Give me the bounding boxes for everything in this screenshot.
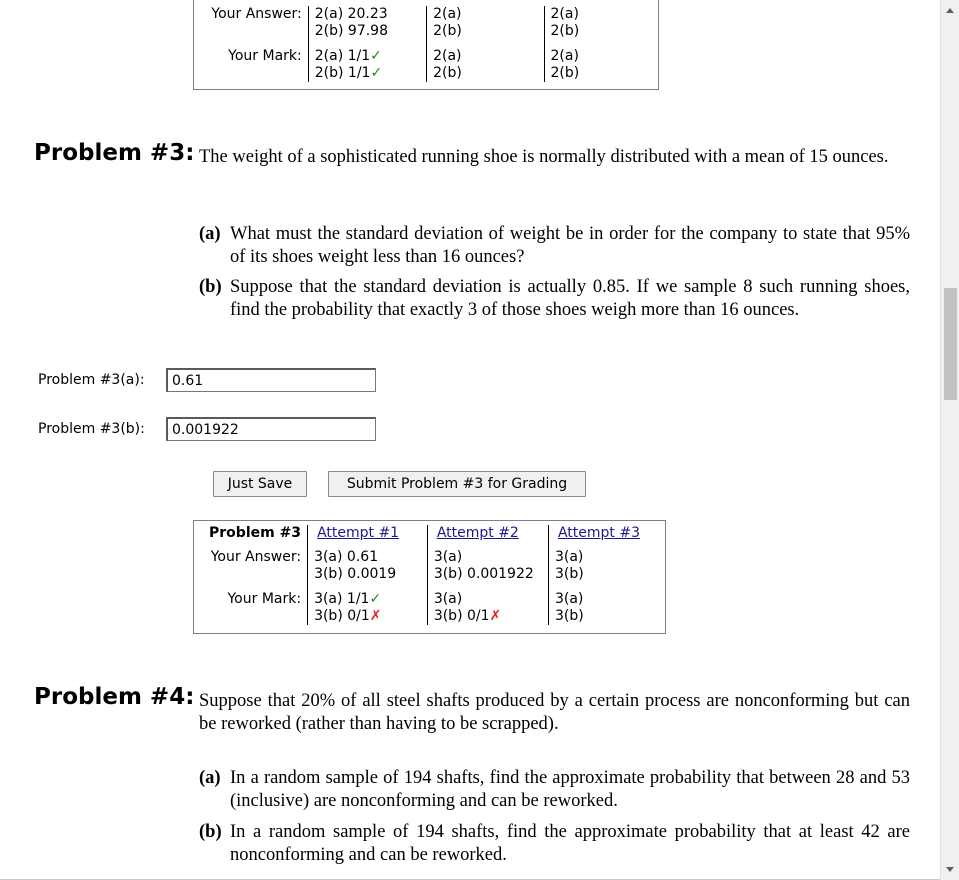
problem4-statement: Suppose that 20% of all steel shafts produced by a certain process are nonconforming but can be reworked (rather than having to be scrapped).	[199, 691, 910, 734]
problem3-title: Problem #3:	[34, 140, 195, 166]
mark-label: Your Mark:	[228, 48, 302, 64]
problem3b-answer-input[interactable]	[166, 417, 376, 441]
cross-icon: ✗	[489, 608, 502, 624]
problem3-statement: The weight of a sophisticated running shoe is normally distributed with a mean of 15 ounces.	[199, 147, 889, 167]
scroll-down-arrow-icon[interactable]	[946, 867, 954, 872]
part-a-label: (a)	[199, 768, 221, 788]
attempt2-mark: 2(a) 2(b)	[427, 48, 544, 82]
attempt1-answer: 2(a) 20.23 2(b) 97.98	[308, 6, 426, 40]
part-b-text: In a random sample of 194 shafts, find the approximate probability that at least 42 are nonconforming and can be reworked.	[230, 822, 910, 865]
attempt3-link[interactable]: Attempt #3	[557, 525, 640, 541]
problem3a-answer-input[interactable]	[166, 368, 376, 392]
attempt2-answer: 3(a) 3(b) 0.001922	[427, 549, 548, 583]
check-icon: ✓	[369, 591, 382, 607]
attempt3-answer: 2(a) 2(b)	[544, 6, 658, 40]
attempt1-link[interactable]: Attempt #1	[317, 525, 400, 541]
check-icon: ✓	[370, 65, 383, 81]
answer-label: Your Answer:	[211, 6, 302, 22]
part-a-text: What must the standard deviation of weight be in order for the company to state that 95% of its shoes weight less than 16 ounces?	[230, 224, 910, 267]
problem4-title: Problem #4:	[34, 684, 195, 710]
attempt2-mark: 3(a) 3(b) 0/1✗	[427, 591, 548, 625]
attempt3-answer: 3(a) 3(b)	[548, 549, 665, 583]
check-icon: ✓	[370, 48, 382, 64]
part-a-text: In a random sample of 194 shafts, find the approximate probability that between 28 and 53 (inclusive) are nonconforming and can be reworked.	[230, 768, 910, 811]
attempt2-link[interactable]: Attempt #2	[436, 525, 519, 541]
attempt1-answer: 3(a) 0.61 3(b) 0.0019	[308, 549, 428, 583]
attempt1-mark: 3(a) 1/1✓ 3(b) 0/1✗	[308, 591, 428, 625]
problem4-part-a	[199, 767, 910, 813]
just-save-button[interactable]: Just Save	[213, 471, 307, 497]
problem3b-label: Problem #3(b):	[38, 421, 145, 437]
scrollbar-thumb[interactable]	[944, 288, 957, 400]
answer-label: Your Answer:	[210, 549, 302, 565]
attempt1-mark: 2(a) 1/1✓ 2(b) 1/1✓	[308, 48, 426, 82]
problem3-part-b	[199, 276, 910, 322]
part-b-text: Suppose that the standard deviation is actually 0.85. If we sample 8 such running shoes, find the probability that exactly 3 of those shoes weigh more than 16 ounces.	[230, 277, 910, 320]
problem2-results-table	[193, 0, 659, 90]
vertical-scrollbar[interactable]	[940, 0, 959, 880]
cross-icon: ✗	[369, 608, 382, 624]
part-b-label: (b)	[199, 822, 222, 842]
problem3a-label: Problem #3(a):	[38, 372, 145, 388]
part-a-label: (a)	[199, 224, 221, 244]
problem3-results-table	[193, 520, 666, 634]
submit-problem3-button[interactable]: Submit Problem #3 for Grading	[328, 471, 586, 497]
attempt3-mark: 3(a) 3(b)	[548, 591, 665, 625]
problem3-part-a	[199, 223, 910, 269]
problem4-part-b	[199, 821, 910, 867]
part-b-label: (b)	[199, 277, 222, 297]
attempt2-answer: 2(a) 2(b)	[427, 6, 544, 40]
scroll-up-arrow-icon[interactable]	[946, 8, 954, 13]
mark-label: Your Mark:	[227, 591, 302, 607]
attempt3-mark: 2(a) 2(b)	[544, 48, 658, 82]
results-header: Problem #3	[209, 525, 302, 541]
